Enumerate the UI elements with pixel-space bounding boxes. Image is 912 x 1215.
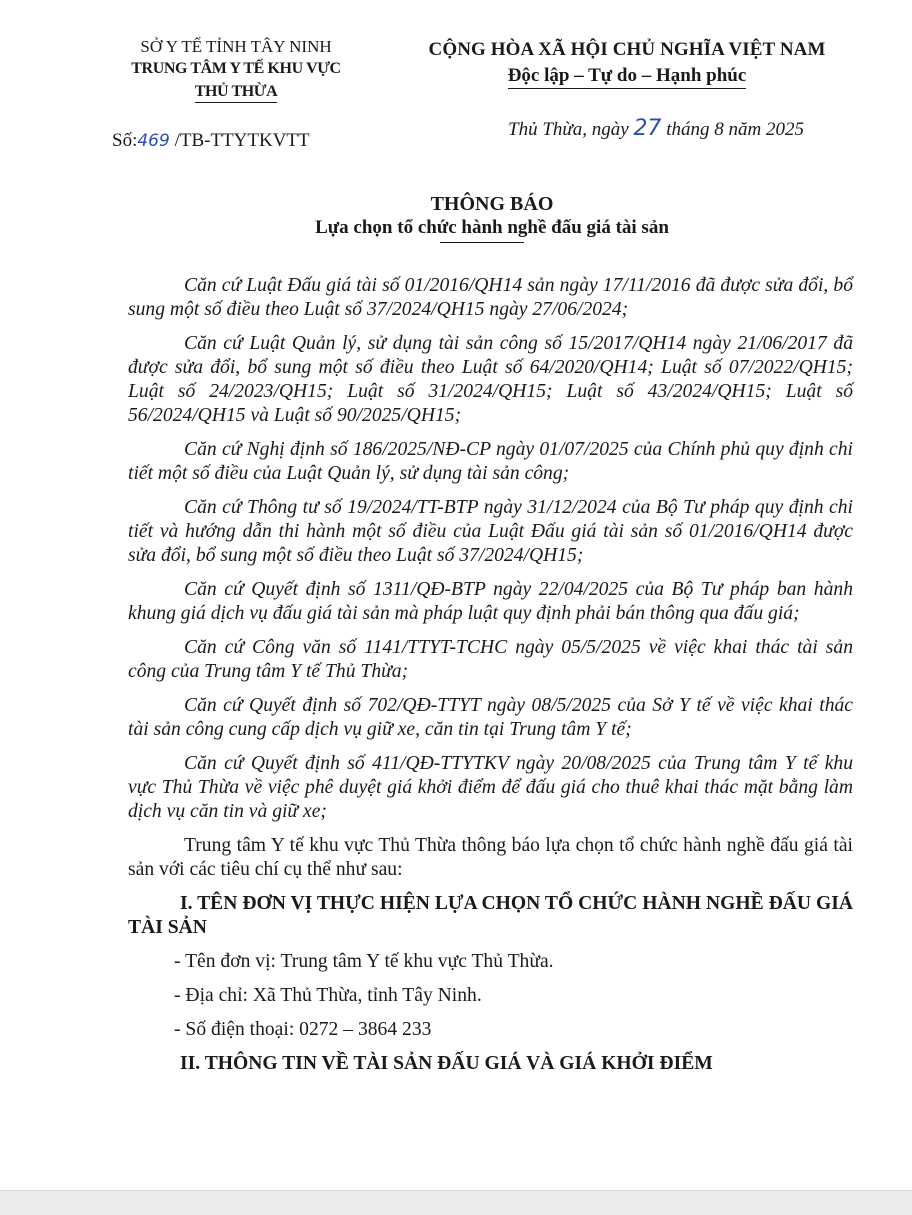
doc-number-suffix: /TB-TTYTKVTT — [169, 130, 310, 151]
document-subtitle: Lựa chọn tổ chức hành nghề đấu giá tài sản — [315, 217, 669, 238]
national-header — [392, 36, 862, 90]
country-name: CỘNG HÒA XÃ HỘI CHỦ NGHĨA VIỆT NAM — [428, 39, 826, 60]
legal-basis-paragraph: Căn cứ Luật Quản lý, sử dụng tài sản công số 15/2017/QH14 ngày 21/06/2017 đã được sửa đổi, bổ sung một số điều theo Luật số 64/2020/QH14; Luật số 07/2022/QH15; Luật số 24/2023/QH15; Luật số 31/2024/QH15; Luật số 43/2024/QH15; Luật số 56/2024/QH15 và Luật số 90/2025/QH15; — [128, 333, 853, 426]
legal-basis-paragraph: Căn cứ Quyết định số 702/QĐ-TTYT ngày 08/5/2025 của Sở Y tế về việc khai thác tài sản công cung cấp dịch vụ giữ xe, căn tin tại Trung tâm Y tế; — [128, 695, 853, 740]
unit-phone-item: - Số điện thoại: 0272 – 3864 233 — [174, 1019, 432, 1040]
center-name: TRUNG TÂM Y TẾ KHU VỰC — [131, 60, 341, 77]
section-1-heading: I. TÊN ĐƠN VỊ THỰC HIỆN LỰA CHỌN TỔ CHỨC HÀNH NGHỀ ĐẤU GIÁ TÀI SẢN — [128, 893, 853, 938]
national-motto: Độc lập – Tự do – Hạnh phúc — [508, 64, 747, 89]
legal-basis-paragraph: Căn cứ Công văn số 1141/TTYT-TCHC ngày 05/5/2025 về việc khai thác tài sản công của Trung tâm Y tế Thủ Thừa; — [128, 637, 853, 682]
document-body — [128, 274, 853, 1086]
date-suffix: tháng 8 năm 2025 — [661, 119, 804, 140]
legal-basis-paragraph: Căn cứ Quyết định số 1311/QĐ-BTP ngày 22/04/2025 của Bộ Tư pháp ban hành khung giá dịch vụ đấu giá tài sản mà pháp luật quy định phải bán thông qua đấu giá; — [128, 579, 853, 624]
ministry-name: SỞ Y TẾ TỈNH TÂY NINH — [140, 37, 332, 56]
intro-paragraph: Trung tâm Y tế khu vực Thủ Thừa thông báo lựa chọn tổ chức hành nghề đấu giá tài sản với các tiêu chí cụ thể như sau: — [128, 835, 853, 880]
legal-basis-paragraph: Căn cứ Luật Đấu giá tài số 01/2016/QH14 sản ngày 17/11/2016 đã được sửa đổi, bổ sung một số điều theo Luật số 37/2024/QH15 ngày 27/06/2024; — [128, 275, 853, 320]
title-underline — [440, 242, 524, 243]
doc-number-prefix: Số: — [112, 130, 138, 151]
document-number — [112, 130, 310, 152]
section-2-heading: II. THÔNG TIN VỀ TÀI SẢN ĐẤU GIÁ VÀ GIÁ KHỞI ĐIỂM — [180, 1053, 713, 1074]
legal-basis-paragraph: Căn cứ Quyết định số 411/QĐ-TTYTKV ngày 20/08/2025 của Trung tâm Y tế khu vực Thủ Thừa về việc phê duyệt giá khởi điểm để đấu giá cho thuê khai thác mặt bằng làm dịch vụ căn tin và giữ xe; — [128, 753, 853, 822]
doc-number-handwritten: 469 — [137, 131, 170, 151]
issuing-agency-header — [104, 36, 368, 103]
unit-name-item: - Tên đơn vị: Trung tâm Y tế khu vực Thủ Thừa. — [174, 951, 554, 972]
legal-basis-paragraph: Căn cứ Thông tư số 19/2024/TT-BTP ngày 31/12/2024 của Bộ Tư pháp quy định chi tiết và hướng dẫn thi hành một số điều của Luật Đấu giá tài sản số 01/2016/QH14 được sửa đổi, bổ sung một số điều theo Luật số 37/2024/QH15; — [128, 497, 853, 566]
viewer-bottom-bar — [0, 1190, 912, 1215]
date-prefix: Thủ Thừa, ngày — [508, 119, 634, 140]
document-title: THÔNG BÁO — [430, 193, 554, 215]
unit-address-item: - Địa chỉ: Xã Thủ Thừa, tỉnh Tây Ninh. — [174, 985, 482, 1006]
legal-basis-paragraph: Căn cứ Nghị định số 186/2025/NĐ-CP ngày 01/07/2025 của Chính phủ quy định chi tiết một số điều của Luật Quản lý, sử dụng tài sản công; — [128, 439, 853, 484]
date-handwritten-day: 27 — [633, 116, 662, 141]
document-date — [508, 116, 804, 141]
district-name: THỦ THỪA — [195, 82, 278, 103]
